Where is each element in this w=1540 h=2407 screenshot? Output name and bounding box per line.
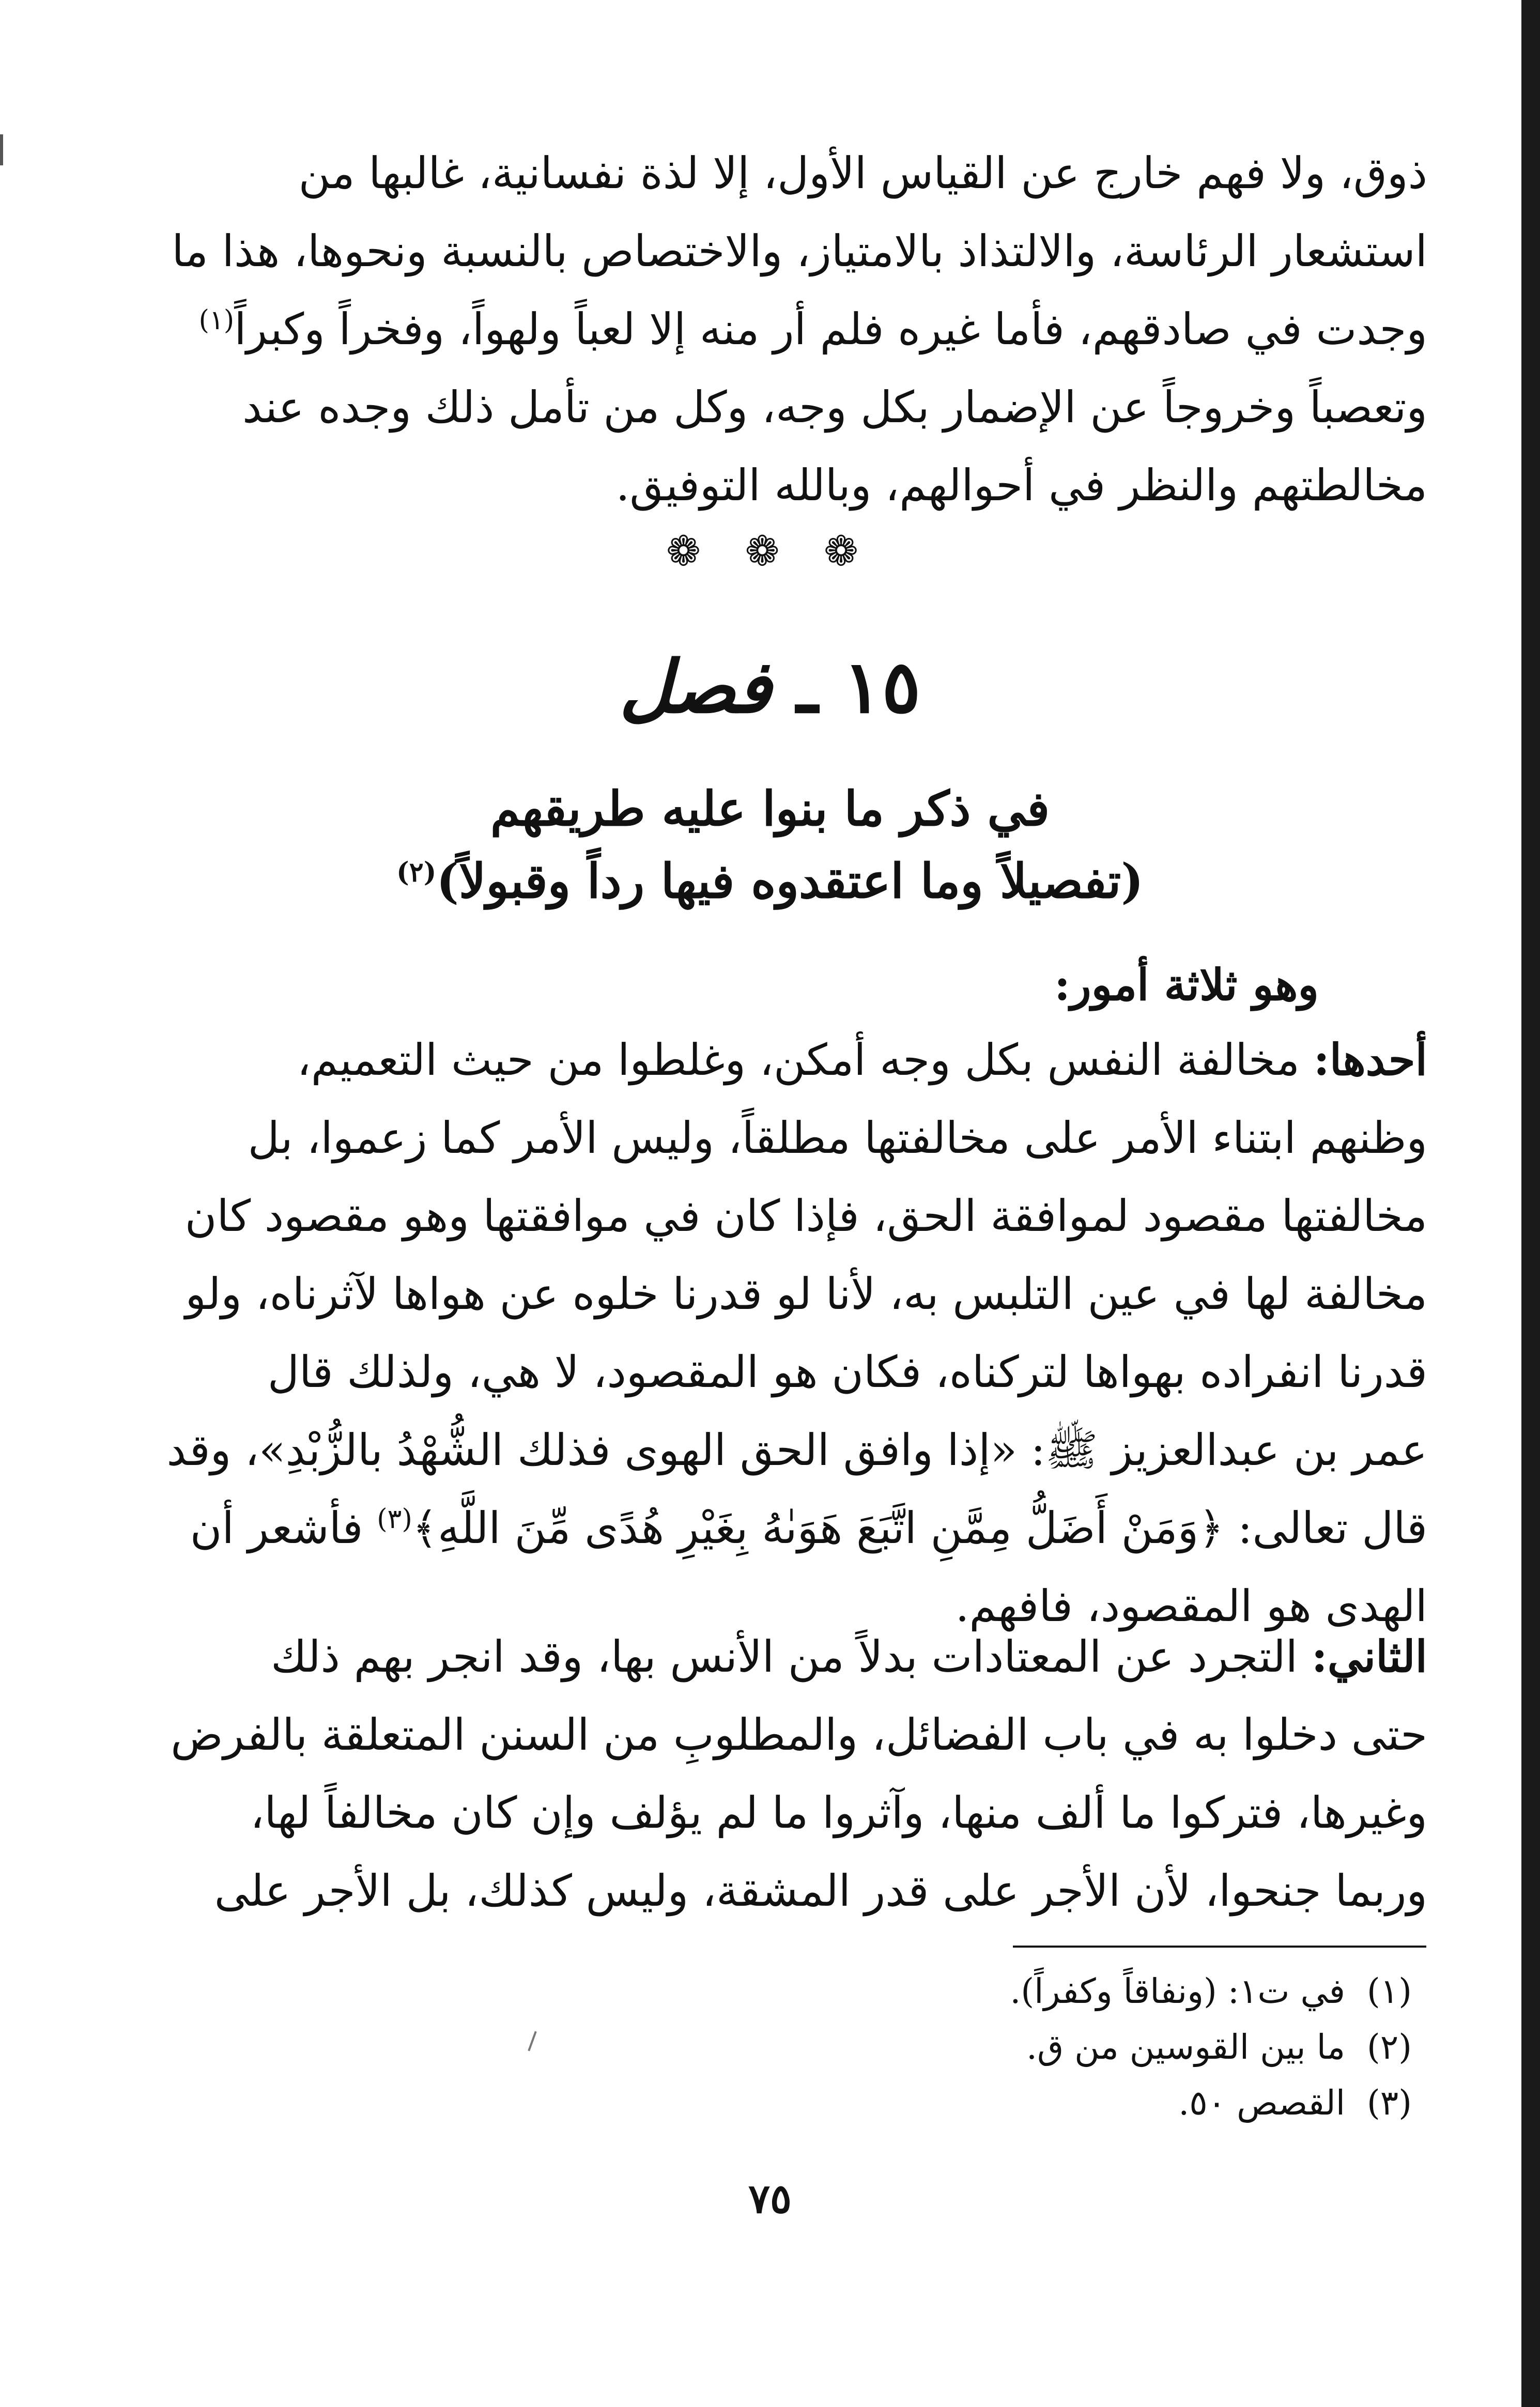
second-point	[120, 1617, 1427, 1930]
text-line: مخالطتهم والنظر في أحوالهم، وبالله التوفيق.	[615, 460, 1427, 511]
footnote-ref: (١)	[198, 305, 235, 336]
title-text: (تفصيلاً وما اعتقدوه فيها رداً وقبولاً)	[436, 853, 1144, 909]
line-text: وجدت في صادقهم، فأما غيره فلم أر منه إلا لعباً ولهواً، وفخراً وكبراً	[234, 304, 1427, 354]
text-line: عمر بن عبدالعزيز ﷺ: «إذا وافق الحق الهوى فذلك الشُّهْدُ بالزُّبْدِ»، وقد	[166, 1425, 1427, 1475]
text-line	[120, 1617, 1427, 1696]
footnote-text: في ت١: (ونفاقاً وكفراً).	[1010, 1971, 1346, 2011]
footnotes	[120, 1964, 1412, 2131]
text-line	[120, 290, 1427, 368]
text-line: ذوق، ولا فهم خارج عن القياس الأول، إلا لذة نفسانية، غالبها من	[298, 148, 1427, 198]
footnote-number: (٢)	[1367, 2027, 1412, 2067]
text-line: وظنهم ابتناء الأمر على مخالفتها مطلقاً، وليس الأمر كما زعموا، بل	[248, 1113, 1427, 1163]
text-line: وغيرها، فتركوا ما ألف منها، وآثروا ما لم يؤلف وإن كان مخالفاً لها،	[250, 1787, 1427, 1838]
footnote	[120, 2019, 1412, 2075]
footnote-number: (١)	[1367, 1971, 1412, 2011]
footnote-text: القصص ٥٠.	[1178, 2083, 1346, 2123]
section-word: فصل	[619, 645, 772, 730]
footnote	[120, 1964, 1412, 2019]
text-line: وتعصباً وخروجاً عن الإضمار بكل وجه، وكل من تأمل ذلك وجده عند	[242, 382, 1427, 433]
top-paragraph	[120, 134, 1427, 524]
section-number: ١٥ ـ	[796, 645, 921, 730]
line-text: فأشعر أن	[190, 1503, 363, 1553]
footnote-number: (٣)	[1367, 2083, 1412, 2123]
page-binding-edge	[1521, 0, 1540, 2407]
text-line: مخالفة لها في عين التلبس به، لأنا لو قدرنا خلوه عن هواها لآثرناه، ولو	[185, 1269, 1427, 1319]
text-line: مخالفتها مقصود لموافقة الحق، فإذا كان في موافقتها وهو مقصود كان	[184, 1191, 1427, 1241]
section-divider-ornament: ❁ ❁ ❁	[666, 527, 874, 575]
section-heading	[0, 636, 1540, 739]
footnote-separator	[1013, 1946, 1426, 1948]
footnote-text: ما بين القوسين من ق.	[1026, 2027, 1346, 2067]
intro-line: وهو ثلاثة أمور:	[1054, 959, 1319, 1010]
line-text: التجرد عن المعتادات بدلاً من الأنس بها، وقد انجر بهم ذلك	[271, 1631, 1298, 1682]
line-text: مخالفة النفس بكل وجه أمكن، وغلطوا من حيث التعميم،	[297, 1035, 1300, 1085]
point-lead: أحدها:	[1313, 1034, 1427, 1085]
page-number: ٧٥	[748, 2175, 792, 2223]
first-point	[120, 1021, 1427, 1645]
section-title-line-1: في ذكر ما بنوا عليه طريقهم	[490, 781, 1050, 837]
text-line: الهدى هو المقصود، فافهم.	[955, 1581, 1427, 1631]
point-lead: الثاني:	[1311, 1631, 1427, 1682]
text-line	[120, 1489, 1427, 1567]
section-title-line-2	[0, 842, 1540, 920]
text-line: حتى دخلوا به في باب الفضائل، والمطلوبِ من السنن المتعلقة بالفرض	[171, 1709, 1427, 1760]
text-line: استشعار الرئاسة، والالتذاذ بالامتياز، والاختصاص بالنسبة ونحوها، هذا ما	[172, 226, 1427, 276]
footnote-ref: (٣)	[377, 1504, 412, 1535]
text-line: وربما جنحوا، لأن الأجر على قدر المشقة، وليس كذلك، بل الأجر على	[214, 1865, 1427, 1916]
text-line	[120, 1021, 1427, 1099]
footnote	[120, 2075, 1412, 2131]
text-line: قدرنا انفراده بهواها لتركناه، فكان هو المقصود، لا هي، ولذلك قال	[267, 1347, 1427, 1397]
line-text: قال تعالى: ﴿وَمَنْ أَضَلُّ مِمَّنِ اتَّبَعَ هَوَىٰهُ بِغَيْرِ هُدًى مِّنَ اللَّهِ﴾	[412, 1503, 1427, 1553]
page-edge-mark	[0, 134, 3, 165]
footnote-ref: (٢)	[396, 856, 437, 888]
